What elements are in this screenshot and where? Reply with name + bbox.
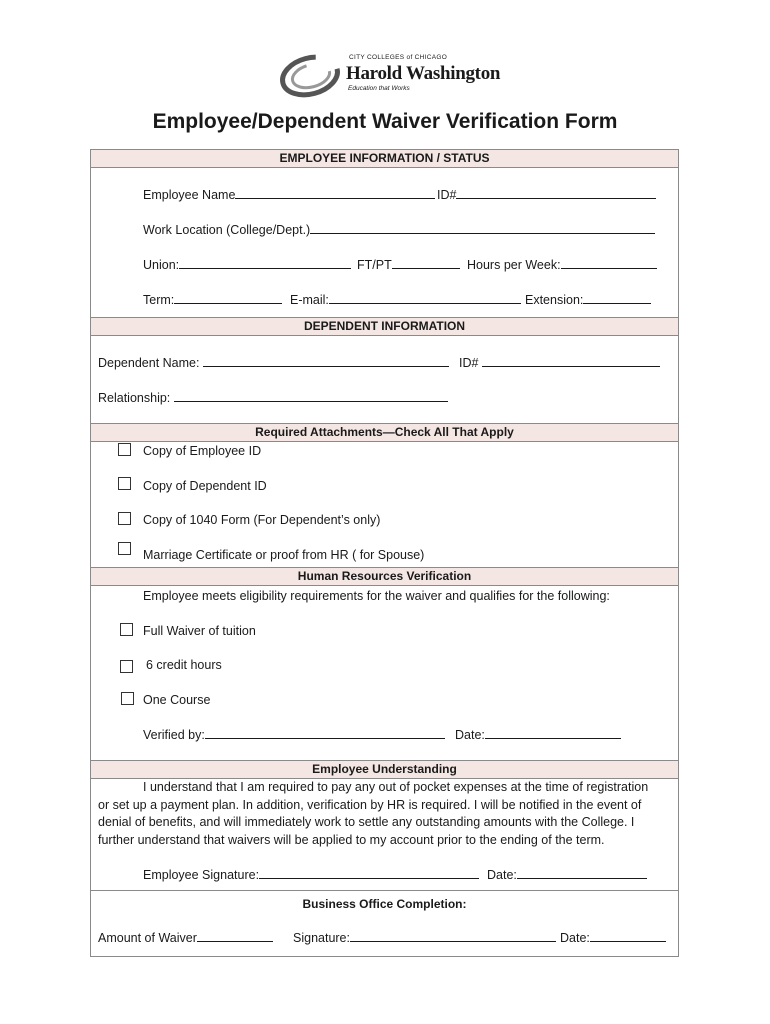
business-header: Business Office Completion: bbox=[302, 897, 467, 911]
hr-checkbox-credit-hours[interactable] bbox=[120, 660, 133, 673]
logo-top-line: CITY COLLEGES of CHICAGO bbox=[349, 54, 448, 61]
understanding-paragraph bbox=[98, 779, 670, 849]
work-location-field[interactable] bbox=[310, 222, 655, 234]
amount-row bbox=[98, 930, 273, 946]
verified-by-field[interactable] bbox=[205, 727, 445, 739]
term-label: Term: bbox=[143, 293, 175, 307]
ftpt-label: FT/PT bbox=[357, 258, 392, 272]
hr-header: Human Resources Verification bbox=[91, 567, 678, 586]
hr-date-field[interactable] bbox=[485, 727, 621, 739]
ftpt-row bbox=[357, 257, 460, 273]
attachment-label-marriage-certificate: Marriage Certificate or proof from HR ( for Spouse) bbox=[143, 548, 425, 562]
hr-intro: Employee meets eligibility requirements for the waiver and qualifies for the following: bbox=[143, 589, 610, 603]
understanding-line: denial of benefits, and will immediately work to settle any outstanding amounts with the College. I bbox=[98, 815, 635, 829]
hours-label: Hours per Week: bbox=[467, 258, 561, 272]
business-signature-label: Signature: bbox=[293, 931, 350, 945]
hr-date-row bbox=[455, 727, 621, 743]
extension-field[interactable] bbox=[583, 292, 651, 304]
business-date-row bbox=[560, 930, 666, 946]
employee-signature-row bbox=[143, 867, 479, 883]
employee-info-header: EMPLOYEE INFORMATION / STATUS bbox=[91, 149, 678, 168]
relationship-label: Relationship: bbox=[98, 391, 171, 405]
attachment-checkbox-1040-form[interactable] bbox=[118, 512, 131, 525]
employee-signature-label: Employee Signature: bbox=[143, 868, 260, 882]
email-row bbox=[290, 292, 521, 308]
understanding-date-row bbox=[487, 867, 647, 883]
hr-checkbox-full-waiver[interactable] bbox=[120, 623, 133, 636]
business-date-label: Date: bbox=[560, 931, 590, 945]
email-label: E-mail: bbox=[290, 293, 329, 307]
hr-option-credit-hours: 6 credit hours bbox=[146, 658, 222, 672]
extension-row bbox=[525, 292, 651, 308]
understanding-line: or set up a payment plan. In addition, verification by HR is required. I will be notified in the event of bbox=[98, 797, 642, 812]
dependent-info-header: DEPENDENT INFORMATION bbox=[91, 317, 678, 336]
understanding-date-field[interactable] bbox=[517, 867, 647, 879]
employee-name-field[interactable] bbox=[235, 187, 435, 199]
attachment-checkbox-marriage-certificate[interactable] bbox=[118, 542, 131, 555]
business-signature-field[interactable] bbox=[350, 930, 556, 942]
ftpt-field[interactable] bbox=[392, 257, 460, 269]
understanding-header: Employee Understanding bbox=[91, 760, 678, 779]
relationship-row bbox=[98, 390, 448, 406]
attachments-header: Required Attachments—Check All That Apply bbox=[91, 423, 678, 442]
dependent-id-field[interactable] bbox=[482, 355, 660, 367]
employee-id-field[interactable] bbox=[456, 187, 656, 199]
understanding-date-label: Date: bbox=[487, 868, 517, 882]
logo-name: Harold Washington bbox=[346, 63, 501, 84]
business-date-field[interactable] bbox=[590, 930, 666, 942]
dependent-id-row bbox=[459, 355, 660, 371]
verified-by-row bbox=[143, 727, 445, 743]
employee-name-label: Employee Name bbox=[143, 188, 236, 202]
amount-field[interactable] bbox=[197, 930, 273, 942]
dependent-name-label: Dependent Name: bbox=[98, 356, 200, 370]
attachment-label-1040-form: Copy of 1040 Form (For Dependent’s only) bbox=[143, 513, 381, 527]
verified-by-label: Verified by: bbox=[143, 728, 205, 742]
hours-row bbox=[467, 257, 657, 273]
hours-field[interactable] bbox=[561, 257, 657, 269]
understanding-line: I understand that I am required to pay any out of pocket expenses at the time of registration bbox=[143, 780, 649, 794]
union-field[interactable] bbox=[179, 257, 351, 269]
employee-id-label: ID# bbox=[437, 188, 457, 202]
dependent-id-label: ID# bbox=[459, 356, 479, 370]
business-signature-row bbox=[293, 930, 556, 946]
union-label: Union: bbox=[143, 258, 180, 272]
term-row bbox=[143, 292, 282, 308]
attachment-label-dependent-id: Copy of Dependent ID bbox=[143, 479, 267, 493]
extension-label: Extension: bbox=[525, 293, 584, 307]
attachment-checkbox-employee-id[interactable] bbox=[118, 443, 131, 456]
hr-option-one-course: One Course bbox=[143, 693, 211, 707]
hr-option-full-waiver: Full Waiver of tuition bbox=[143, 624, 256, 638]
employee-id-row bbox=[437, 187, 656, 203]
dependent-name-row bbox=[98, 355, 449, 371]
understanding-line: further understand that waivers will be applied to my account prior to the ending of the term. bbox=[98, 832, 605, 847]
work-location-label: Work Location (College/Dept.) bbox=[143, 223, 311, 237]
employee-signature-field[interactable] bbox=[259, 867, 479, 879]
employee-name-row bbox=[143, 187, 435, 203]
relationship-field[interactable] bbox=[174, 390, 448, 402]
page-title: Employee/Dependent Waiver Verification Form bbox=[152, 110, 618, 133]
logo-tagline: Education that Works bbox=[348, 85, 410, 92]
attachment-checkbox-dependent-id[interactable] bbox=[118, 477, 131, 490]
business-separator bbox=[91, 890, 678, 891]
attachment-label-employee-id: Copy of Employee ID bbox=[143, 444, 262, 458]
hr-date-label: Date: bbox=[455, 728, 485, 742]
dependent-name-field[interactable] bbox=[203, 355, 449, 367]
work-location-row bbox=[143, 222, 655, 238]
hr-checkbox-one-course[interactable] bbox=[121, 692, 134, 705]
amount-label: Amount of Waiver bbox=[98, 931, 197, 945]
logo-swoosh-icon bbox=[278, 52, 342, 100]
union-row bbox=[143, 257, 351, 273]
term-field[interactable] bbox=[174, 292, 282, 304]
email-field[interactable] bbox=[329, 292, 521, 304]
college-logo bbox=[278, 52, 508, 100]
